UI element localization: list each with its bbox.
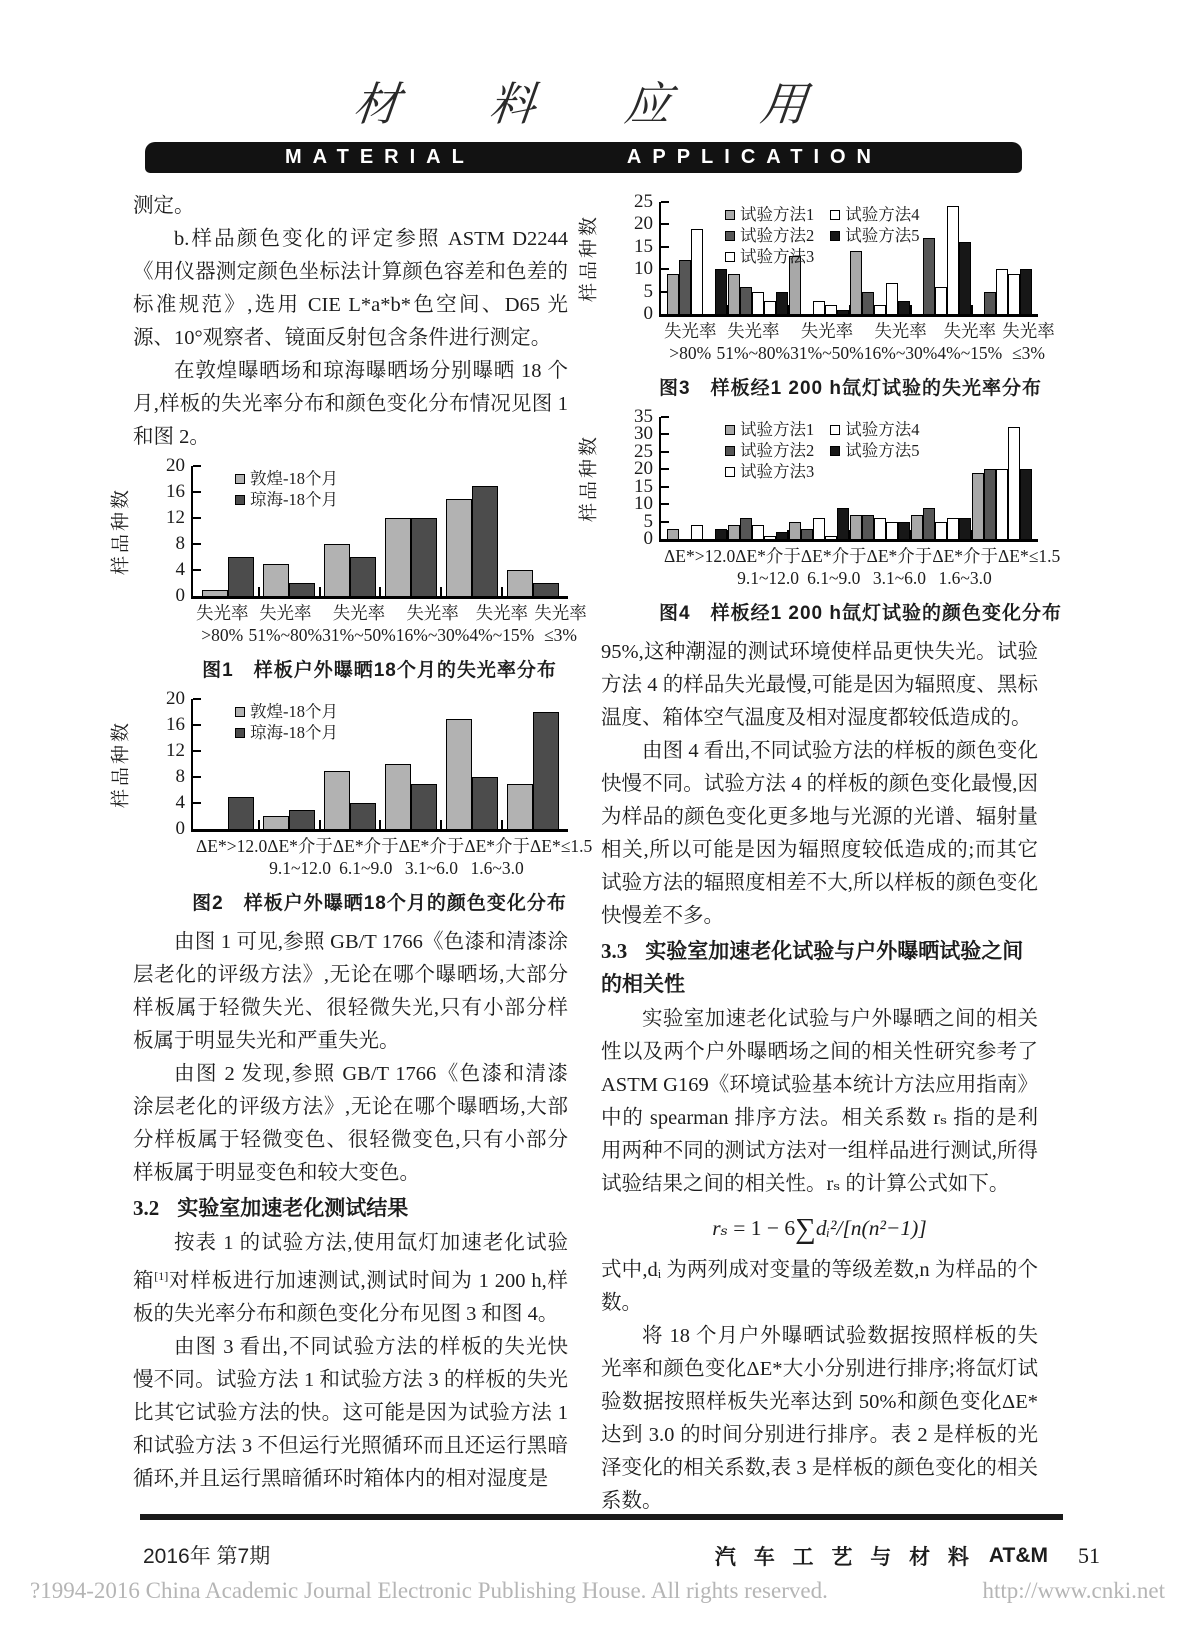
figure1-bar-group	[380, 466, 441, 596]
figure3-legend-item	[830, 225, 919, 246]
figure3-bar	[764, 301, 776, 314]
figure1-legend-label: 敦煌-18个月	[250, 469, 338, 488]
figure4-bar	[691, 525, 703, 539]
figure4-bar	[813, 518, 825, 539]
figure3-legend-label: 试验方法5	[845, 226, 920, 245]
figure3-x-tick-label	[790, 320, 864, 364]
figure2-bar-group	[380, 699, 441, 829]
figure1-legend-column	[235, 468, 338, 510]
section-heading-3-2	[133, 1192, 568, 1225]
figure3-legend-swatch	[830, 210, 840, 220]
figure3-bar	[740, 287, 752, 314]
figure3-legend-label: 试验方法1	[740, 205, 815, 224]
figure4-bar-group	[972, 417, 1033, 539]
paragraph: 实验室加速老化试验与户外曝晒之间的相关性以及两个户外曝晒场之间的相关性研究参考了 ASTM G169《环境试验基本统计方法应用指南》中的 spearman 排序方法。相关系数 rₛ 指的是利用两种不同的测试方法对一组样品进行测试,所得试验结果之间的相关性。rₛ 的计算公式如下。	[601, 1008, 1038, 1195]
figure1-plot-area	[110, 455, 568, 606]
figure4-x-tick-label	[735, 545, 801, 589]
figure3-bar-group	[911, 202, 972, 314]
figure1-bar	[202, 590, 228, 597]
figure3-legend-swatch	[725, 210, 735, 220]
figure2-legend-column	[235, 701, 338, 743]
figure3-bar	[862, 292, 874, 314]
figure1-bar	[385, 518, 411, 596]
figure4-legend-column	[725, 419, 814, 482]
formula-eq: = 1 − 6	[727, 1216, 796, 1240]
figure4-bar	[898, 522, 910, 539]
figure4-x-tick-line1: ΔE*介于	[932, 546, 999, 566]
paragraph-text: 按表 1 的试验方法,使用氙灯加速老化试验箱	[133, 1232, 568, 1292]
figure2-x-tick-label	[196, 835, 267, 879]
figure1-y-tick-label: 16	[166, 481, 185, 502]
figure4-bar	[984, 469, 996, 539]
figure3-x-tick-line1: 失光率	[943, 321, 997, 341]
figure4-bar	[959, 518, 971, 539]
figure4-x-tick-line2: 3.1~6.0	[872, 568, 927, 588]
paragraph: 将 18 个月户外曝晒试验数据按照样板的失光率和颜色变化ΔE*大小分别进行排序;将氙灯试验数据按照样板失光率达到 50%和颜色变化ΔE*达到 3.0 的时间分别进行排序。表 2 是样板的光泽变化的相关系数,表 3 是样板的颜色变化的相关系数。	[601, 1325, 1038, 1512]
figure4-x-tick-label	[801, 545, 867, 589]
figure4-legend-label: 试验方法4	[845, 420, 920, 439]
figure1-legend-label: 琼海-18个月	[250, 490, 338, 509]
figure4-x-tick-label	[932, 545, 998, 589]
figure2-x-tick-line2: 9.1~12.0	[269, 858, 332, 878]
section-banner	[145, 142, 1022, 173]
figure4-legend-column	[830, 419, 919, 482]
paragraph: 由图 4 看出,不同试验方法的样板的颜色变化快慢不同。试验方法 4 的样板的颜色变化最慢,因为样品的颜色变化更多地与光源的光谱、辐射量相关,所以可能是因为辐照度较低造成的;而其它试验方法的辐照度相差不大,所以样板的颜色变化快慢差不多。	[601, 740, 1038, 927]
figure3-legend-swatch	[725, 252, 735, 262]
figure1-bar	[533, 583, 559, 596]
figure3-x-tick-label	[1002, 320, 1055, 364]
figure3-legend-column	[830, 204, 919, 267]
figure1-bar	[446, 499, 472, 597]
figure3-x-axis-labels	[659, 317, 1055, 364]
figure3-legend-item	[830, 204, 919, 225]
figure4-x-tick-label	[867, 545, 933, 589]
figure3-bar	[825, 305, 837, 314]
figure2-bar	[411, 784, 437, 830]
figure3-y-tick-label: 15	[634, 235, 653, 257]
figure4-x-tick-line1: ΔE*介于	[866, 546, 933, 566]
paragraph: 由图 2 发现,参照 GB/T 1766《色漆和清漆 涂层老化的评级方法》,无论在哪个曝晒场,大部分样板属于轻微变色、很轻微变色,只有小部分样板属于明显变色和较大变色。	[133, 1063, 568, 1184]
figure3-plot-area	[578, 191, 1038, 324]
sigma-symbol: ∑	[795, 1213, 816, 1245]
left-column	[110, 190, 593, 1496]
figure4-legend-swatch	[830, 425, 840, 435]
figure1-legend-item	[235, 489, 338, 510]
figure3-legend-label: 试验方法4	[845, 205, 920, 224]
figure2-x-tick-line2: 3.1~6.0	[404, 858, 459, 878]
figure1-caption: 图1 样板户外曝晒18个月的失光率分布	[202, 660, 557, 681]
figure2-y-tick-label: 0	[175, 818, 185, 839]
figure2-legend-item	[235, 722, 338, 743]
figure4-bar	[764, 536, 776, 539]
figure2-x-tick-line1: ΔE*介于	[267, 836, 333, 856]
figure1-bar	[350, 557, 376, 596]
figure1-x-tick-line2: ≤3%	[544, 625, 577, 645]
figure4-bar-group	[666, 417, 727, 539]
figure1-bar	[411, 518, 437, 596]
figure1-y-tick-label: 0	[175, 585, 185, 606]
figure3-bar-group	[972, 202, 1033, 314]
figure4-legend-item	[725, 419, 814, 440]
figure4-plot-area	[578, 406, 1038, 549]
paragraph: 由图 1 可见,参照 GB/T 1766《色漆和清漆涂层老化的评级方法》,无论在哪个曝晒场,大部分样板属于轻微失光、很轻微失光,只有小部分样板属于明显失光和严重失光。	[133, 931, 568, 1052]
figure4-x-tick-line1: ΔE*>12.0	[664, 546, 736, 566]
figure4-legend-item	[725, 440, 814, 461]
figure1-x-tick-line2: 4%~15%	[469, 625, 535, 645]
figure2-x-tick-label	[530, 835, 592, 879]
figure2-bar	[507, 784, 533, 830]
figure2-x-axis-labels	[191, 832, 593, 879]
figure3-x-tick-line2: >80%	[669, 343, 712, 363]
figure1-bar	[289, 583, 315, 596]
figure2-x-tick-line1: ΔE*介于	[464, 836, 531, 856]
figure3-x-tick-label	[864, 320, 938, 364]
footer-journal-abbr: AT&M	[988, 1544, 1048, 1567]
figure4-legend-item	[830, 419, 919, 440]
figure1-x-tick-line2: 51%~80%	[248, 625, 323, 645]
figure3-caption: 图3 样板经1 200 h氙灯试验的失光率分布	[659, 378, 1042, 399]
figure2-bar	[228, 797, 254, 830]
figure4-bar	[972, 473, 984, 539]
figure3-bar	[898, 301, 910, 314]
figure3-legend-item	[725, 246, 814, 267]
figure4-x-tick-line1: ΔE*介于	[800, 546, 867, 566]
paragraph-text: 对样板进行加速测试,测试时间为 1 200 h,样板的失光率分布和颜色变化分布见图 3 和图 4。	[133, 1270, 569, 1325]
figure3-bar	[935, 287, 947, 314]
figure3-bar	[715, 269, 727, 314]
figure4-x-tick-line2: 6.1~9.0	[807, 568, 861, 588]
figure3-x-tick-line1: 失光率	[800, 321, 854, 341]
figure4-y-axis-label: 样品种数	[578, 433, 600, 523]
figure3-bar	[874, 305, 886, 314]
figure4-legend	[725, 419, 920, 482]
figure3-y-tick-label: 20	[634, 213, 653, 235]
figure4-bar	[776, 532, 788, 539]
paragraph: 由图 3 看出,不同试验方法的样板的失光快慢不同。试验方法 1 和试验方法 3 的样板的失光比其它试验方法的快。这可能是因为试验方法 1 和试验方法 3 不但运行光照循环而且还运行黑暗循环,并且运行黑暗循环时箱体内的相对湿度是	[133, 1336, 568, 1490]
figure2-x-tick-line2: 6.1~9.0	[339, 858, 393, 878]
figure2-bar-group	[502, 699, 563, 829]
figure4-legend-swatch	[830, 446, 840, 456]
figure2-chart	[110, 688, 593, 920]
figure1-legend-item	[235, 468, 338, 489]
figure4-legend-item	[725, 461, 814, 482]
right-column	[578, 190, 1062, 1518]
figure2-bar	[350, 803, 376, 829]
figure4-bar	[752, 525, 764, 539]
figure1-bar	[472, 486, 498, 597]
figure2-bar	[533, 712, 559, 829]
figure1-bar	[228, 557, 254, 596]
figure3-bar	[984, 292, 996, 314]
spearman-formula	[601, 1208, 1038, 1249]
figure1-x-tick-line2: 31%~50%	[322, 625, 396, 645]
figure1-bar-group	[502, 466, 563, 596]
figure1-y-tick-label: 4	[175, 559, 185, 580]
figure4-legend-swatch	[725, 425, 735, 435]
section-heading-3-3	[601, 935, 1038, 1001]
figure4-chart	[578, 406, 1062, 630]
figure4-bar	[740, 518, 752, 539]
figure1-legend-swatch	[235, 474, 245, 484]
figure3-y-axis-label: 样品种数	[578, 213, 600, 303]
figure2-y-tick-label: 8	[175, 766, 185, 787]
figure4-y-tick-label: 0	[643, 528, 653, 549]
figure3-y-tick-label: 5	[643, 280, 653, 302]
paragraph	[133, 1227, 568, 1331]
figure2-bar	[263, 816, 289, 829]
figure1-y-axis-label: 样品种数	[110, 486, 132, 576]
figure1-x-tick-label	[534, 602, 587, 646]
figure3-legend-swatch	[830, 231, 840, 241]
watermark-url: http://www.cnki.net	[982, 1578, 1165, 1603]
figure1-bar	[507, 570, 533, 596]
figure1-x-tick-label	[322, 602, 396, 646]
figure3-x-tick-label	[937, 320, 1002, 364]
paragraph: 95%,这种潮湿的测试环境使样品更快失光。试验方法 4 的样品失光最慢,可能是因为辐照度、黑标温度、箱体空气温度及相对湿度都较低造成的。	[601, 641, 1038, 729]
watermark-text: ?1994-2016 China Academic Journal Electronic Publishing House. All rights reserved.	[30, 1578, 828, 1603]
figure3-bar	[947, 206, 959, 314]
figure2-plot-area	[110, 688, 568, 839]
figure4-x-tick-line1: ΔE*≤1.5	[998, 546, 1061, 566]
figure2-bar	[324, 771, 350, 830]
figure4-bar	[935, 522, 947, 539]
figure2-x-tick-label	[333, 835, 399, 879]
figure4-x-tick-label	[664, 545, 735, 589]
figure3-y-tick-label: 25	[634, 191, 653, 212]
figure3-legend-label: 试验方法2	[740, 226, 815, 245]
figure4-bar	[1020, 469, 1032, 539]
page-number: 51	[1078, 1543, 1100, 1568]
figure4-bar	[1008, 427, 1020, 539]
figure1-x-tick-label	[196, 602, 249, 646]
figure3-legend-item	[725, 204, 814, 225]
figure4-bar	[911, 515, 923, 539]
figure4-bar	[923, 508, 935, 539]
figure1-x-tick-label	[469, 602, 534, 646]
figure4-bar	[996, 469, 1008, 539]
figure3-x-tick-line2: ≤3%	[1012, 343, 1045, 363]
figure2-y-tick-label: 4	[175, 792, 185, 813]
figure3-bar	[886, 283, 898, 314]
paragraph: b.样品颜色变化的评定参照 ASTM D2244《用仪器测定颜色坐标法计算颜色容差和色差的标准规范》,选用 CIE L*a*b*色空间、D65 光源、10°观察者、镜面反射包含条件进行测定。	[133, 228, 568, 349]
figure4-x-tick-label	[998, 545, 1060, 589]
formula-rhs: /[n(n²−1)]	[836, 1216, 927, 1240]
footer-journal-name: 汽 车 工 艺 与 材 料	[714, 1546, 975, 1569]
formula-lhs: rₛ	[712, 1216, 728, 1240]
figure3-bar	[728, 274, 740, 314]
figure3-bar	[679, 260, 691, 314]
banner-word-application: APPLICATION	[626, 146, 882, 168]
figure2-bar	[446, 719, 472, 830]
footer-issue: 2016年 第7期	[143, 1545, 271, 1568]
figure1-x-tick-line1: 失光率	[475, 603, 529, 623]
figure4-legend-label: 试验方法3	[740, 462, 815, 481]
figure3-bar	[996, 269, 1008, 314]
figure2-x-tick-line1: ΔE*≤1.5	[530, 836, 593, 856]
paragraph: 在敦煌曝晒场和琼海曝晒场分别曝晒 18 个月,样板的失光率分布和颜色变化分布情况见图 1 和图 2。	[133, 360, 568, 448]
figure3-bar	[752, 292, 764, 314]
figure3-x-tick-line2: 16%~30%	[863, 343, 938, 363]
figure4-y-tick-label: 15	[634, 475, 653, 497]
figure3-bar	[923, 238, 935, 314]
journal-section-title: 材 料 应 用	[350, 79, 849, 130]
figure1-y-tick-label: 12	[166, 507, 185, 528]
figure1-y-tick-label: 20	[166, 455, 185, 476]
figure1-bar	[324, 544, 350, 596]
figure3-bar	[691, 229, 703, 314]
figure2-x-tick-line1: ΔE*>12.0	[196, 836, 268, 856]
section-number: 3.3	[601, 939, 628, 963]
figure1-chart	[110, 455, 587, 687]
figure4-bar	[667, 529, 679, 539]
figure2-bar	[472, 777, 498, 829]
figure2-x-tick-label	[399, 835, 465, 879]
figure2-caption: 图2 样板户外曝晒18个月的颜色变化分布	[192, 893, 567, 914]
figure4-bar	[801, 529, 813, 539]
footer-rule	[140, 1514, 1063, 1520]
section-title: 实验室加速老化测试结果	[177, 1197, 409, 1220]
figure3-legend	[725, 204, 920, 267]
figure2-x-tick-line1: ΔE*介于	[332, 836, 399, 856]
figure2-legend-label: 琼海-18个月	[250, 723, 338, 742]
cnki-watermark	[30, 1578, 1165, 1604]
figure4-y-tick-label: 25	[634, 440, 653, 462]
figure2-bar	[289, 810, 315, 830]
figure1-x-tick-label	[396, 602, 470, 646]
figure3-bar	[1008, 274, 1020, 314]
figure4-bar	[850, 515, 862, 539]
formula-d-term: dᵢ²	[815, 1216, 837, 1240]
figure3-legend-label: 试验方法3	[740, 247, 815, 266]
figure4-legend-label: 试验方法2	[740, 441, 815, 460]
figure1-legend	[235, 468, 338, 510]
figure4-x-tick-line1: ΔE*介于	[735, 546, 801, 566]
figure1-x-tick-line2: >80%	[201, 625, 244, 645]
figure1-x-tick-line1: 失光率	[534, 603, 587, 623]
figure3-bar	[667, 274, 679, 314]
figure3-bar	[837, 310, 849, 314]
reference-superscript: [1]	[154, 1269, 169, 1283]
figure3-legend-column	[725, 204, 814, 267]
section-title: 实验室加速老化试验与户外曝晒试验之间的相关性	[601, 940, 1024, 996]
figure2-x-tick-line2: 1.6~3.0	[470, 858, 524, 878]
figure4-legend-swatch	[725, 467, 735, 477]
figure4-legend-swatch	[725, 446, 735, 456]
figure4-bar	[837, 508, 849, 539]
figure4-bar	[728, 525, 740, 539]
figure1-x-tick-line1: 失光率	[406, 603, 459, 623]
figure2-bar	[385, 764, 411, 829]
figure4-bar	[874, 518, 886, 539]
figure3-x-tick-line1: 失光率	[874, 321, 927, 341]
figure3-x-tick-line1: 失光率	[727, 321, 780, 341]
figure4-legend-item	[830, 440, 919, 461]
figure4-y-tick-label: 20	[634, 458, 653, 480]
section-number: 3.2	[133, 1196, 160, 1220]
figure2-x-tick-label	[464, 835, 530, 879]
figure3-legend-item	[725, 225, 814, 246]
figure3-x-tick-line2: 4%~15%	[937, 343, 1003, 363]
figure2-legend-swatch	[235, 707, 245, 717]
figure4-y-tick-label: 30	[634, 423, 653, 445]
figure4-bar	[947, 518, 959, 539]
figure1-x-tick-line2: 16%~30%	[395, 625, 470, 645]
figure3-x-tick-label	[664, 320, 717, 364]
figure1-bar	[263, 564, 289, 597]
figure3-y-tick-label: 10	[634, 258, 653, 280]
figure2-legend	[235, 701, 338, 743]
figure2-legend-swatch	[235, 728, 245, 738]
figure2-y-tick-label: 12	[166, 740, 185, 761]
figure2-bar-group	[441, 699, 502, 829]
figure2-y-axis-label: 样品种数	[110, 719, 132, 809]
paragraph: 测定。	[133, 195, 195, 217]
paragraph: 式中,dᵢ 为两列成对变量的等级差数,n 为样品的个数。	[601, 1259, 1038, 1314]
figure1-x-tick-line1: 失光率	[259, 603, 312, 623]
figure1-x-tick-label	[249, 602, 323, 646]
figure4-bar	[715, 529, 727, 539]
figure2-y-tick-label: 20	[166, 688, 185, 709]
figure3-bar	[959, 242, 971, 314]
banner-word-material: MATERIAL	[285, 146, 475, 168]
figure4-y-tick-label: 10	[634, 493, 653, 515]
figure3-x-tick-label	[717, 320, 791, 364]
figure4-y-tick-label: 35	[634, 406, 653, 427]
figure4-bar	[886, 522, 898, 539]
figure1-legend-swatch	[235, 495, 245, 505]
figure3-x-tick-line1: 失光率	[1002, 321, 1055, 341]
figure4-bar-group	[911, 417, 972, 539]
figure2-x-tick-line1: ΔE*介于	[398, 836, 465, 856]
figure2-legend-label: 敦煌-18个月	[250, 702, 338, 721]
figure1-y-tick-label: 8	[175, 533, 185, 554]
footer-right	[714, 1534, 1100, 1578]
figure3-chart	[578, 191, 1055, 405]
figure3-bar	[1020, 269, 1032, 314]
figure4-x-tick-line2: 9.1~12.0	[737, 568, 800, 588]
figure3-bar-group	[666, 202, 727, 314]
figure4-x-tick-line2: 1.6~3.0	[938, 568, 992, 588]
figure2-x-tick-label	[267, 835, 333, 879]
figure1-bar-group	[441, 466, 502, 596]
figure1-x-tick-line1: 失光率	[332, 603, 386, 623]
figure1-x-axis-labels	[191, 599, 587, 646]
figure4-legend-label: 试验方法1	[740, 420, 815, 439]
figure2-legend-item	[235, 701, 338, 722]
figure3-y-tick-label: 0	[643, 303, 653, 324]
figure2-y-tick-label: 16	[166, 714, 185, 735]
figure3-x-tick-line2: 31%~50%	[790, 343, 864, 363]
figure3-legend-swatch	[725, 231, 735, 241]
figure4-bar	[825, 536, 837, 539]
figure3-x-tick-line2: 51%~80%	[716, 343, 791, 363]
figure4-legend-label: 试验方法5	[845, 441, 920, 460]
figure3-bar	[813, 301, 825, 314]
figure4-x-axis-labels	[659, 542, 1061, 589]
figure3-x-tick-line1: 失光率	[664, 321, 717, 341]
figure4-y-tick-label: 5	[643, 510, 653, 532]
figure4-bar	[789, 522, 801, 539]
figure3-bar	[776, 292, 788, 314]
figure4-bar	[862, 515, 874, 539]
figure1-x-tick-line1: 失光率	[196, 603, 249, 623]
figure4-caption: 图4 样板经1 200 h氙灯试验的颜色变化分布	[659, 603, 1062, 624]
